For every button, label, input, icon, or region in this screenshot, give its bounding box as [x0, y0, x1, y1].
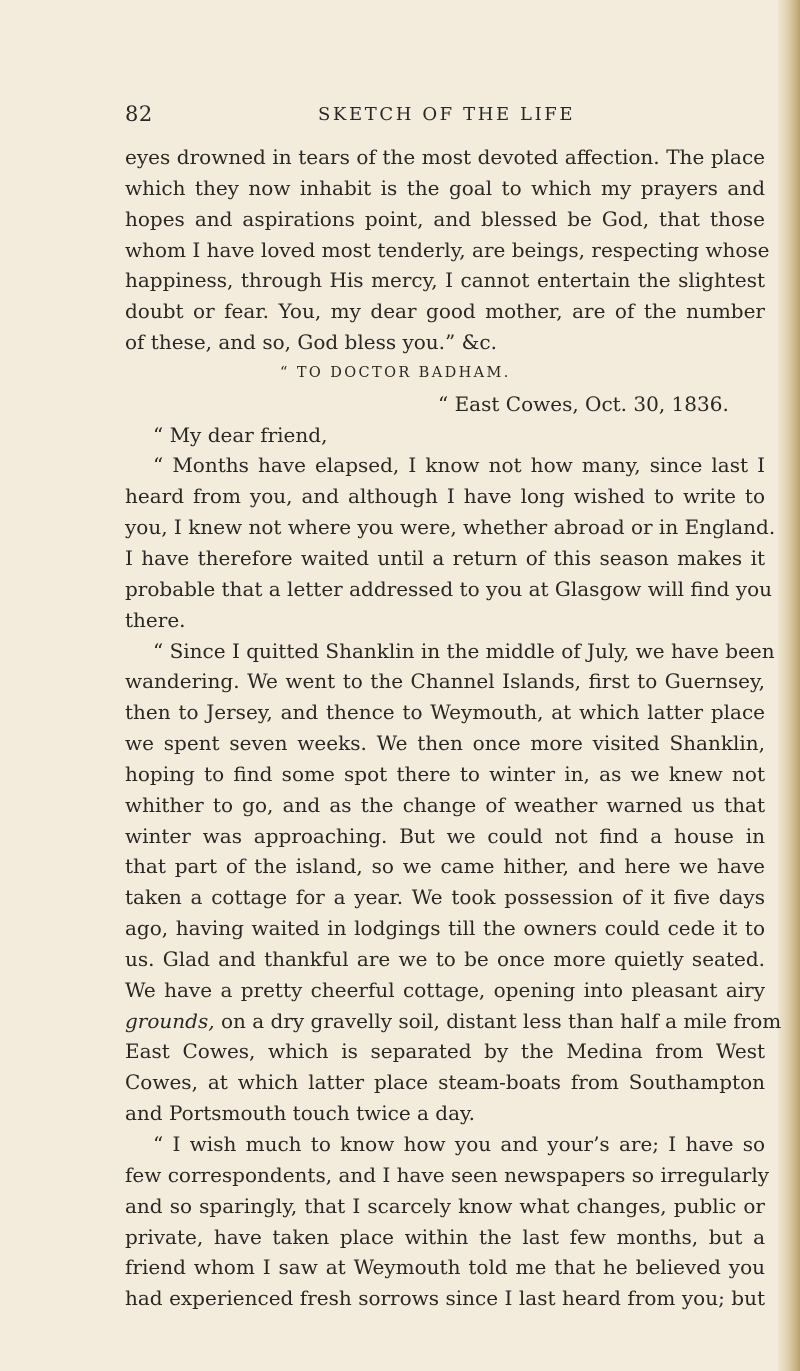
text-line: happiness, through His mercy, I cannot entertain the slightest [125, 268, 765, 293]
page-header [125, 102, 765, 132]
letter-dateline: “ East Cowes, Oct. 30, 1836. [438, 391, 729, 416]
text-line: hopes and aspirations point, and blessed be God, that those [125, 206, 765, 231]
text-line: “ Since I quitted Shanklin in the middle of July, we have been [153, 638, 775, 663]
text-line: “ I wish much to know how you and your’s are; I have so [153, 1132, 765, 1156]
text-line: and so sparingly, that I scarcely know what changes, public or [125, 1193, 765, 1218]
text-line: we spent seven weeks. We then once more visited Shanklin, [125, 731, 765, 756]
text-line: whom I have loved most tenderly, are beings, respecting whose [125, 237, 770, 262]
text-line: then to Jersey, and thence to Weymouth, at which latter place [125, 700, 765, 725]
text-line: winter was approaching. But we could not find a house in [125, 823, 765, 848]
body-text [125, 142, 782, 1314]
text-line: wandering. We went to the Channel Islands, first to Guernsey, [125, 669, 765, 694]
text-line: us. Glad and thankful are we to be once more quietly seated. [125, 946, 765, 971]
text-line: there. [125, 607, 186, 632]
text-line: had experienced fresh sorrows since I last heard from you; but [125, 1286, 765, 1311]
text-line: heard from you, and although I have long wished to write to [125, 484, 765, 509]
text-line: that part of the island, so we came hither, and here we have [125, 854, 765, 879]
text-line: taken a cottage for a year. We took possession of it five days [125, 885, 765, 910]
text-line: probable that a letter addressed to you at Glasgow will find you [125, 576, 773, 601]
italic-word: grounds, [125, 1008, 215, 1033]
text-line: you, I knew not where you were, whether abroad or in England. [125, 515, 776, 540]
text-line: hoping to find some spot there to winter in, as we knew not [125, 761, 765, 786]
text-line: “ Months have elapsed, I know not how many, since last I [153, 453, 765, 478]
text-line: few correspondents, and I have seen newspapers so irregularly [125, 1162, 770, 1187]
letter-heading: “ TO DOCTOR BADHAM. [280, 364, 511, 381]
text-line [125, 1006, 782, 1037]
text-line-rest: on a dry gravelly soil, distant less than half a mile from [214, 1008, 782, 1033]
text-line: whither to go, and as the change of weather warned us that [125, 792, 765, 817]
text-line: Cowes, at which latter place steam-boats from Southampton [125, 1070, 765, 1095]
text-line: friend whom I saw at Weymouth told me that he believed you [125, 1255, 765, 1280]
text-line: doubt or fear. You, my dear good mother, are of the number [125, 299, 765, 324]
text-line: of these, and so, God bless you.” &c. [125, 330, 497, 355]
text-line: ago, having waited in lodgings till the owners could cede it to [125, 916, 765, 941]
page-edge-shadow [778, 0, 800, 1371]
text-line: I have therefore waited until a return of this season makes it [125, 545, 765, 570]
text-line: eyes drowned in tears of the most devoted affection. The place [125, 145, 765, 169]
text-line: We have a pretty cheerful cottage, opening into pleasant airy [125, 977, 765, 1002]
text-line: and Portsmouth touch twice a day. [125, 1101, 476, 1126]
text-line: East Cowes, which is separated by the Medina from West [125, 1039, 765, 1064]
text-line: which they now inhabit is the goal to which my prayers and [125, 175, 765, 200]
page-number: 82 [125, 102, 153, 126]
letter-salutation: “ My dear friend, [153, 422, 328, 447]
text-line: private, have taken place within the last few months, but a [125, 1224, 765, 1249]
running-head: SKETCH OF THE LIFE [318, 104, 576, 125]
